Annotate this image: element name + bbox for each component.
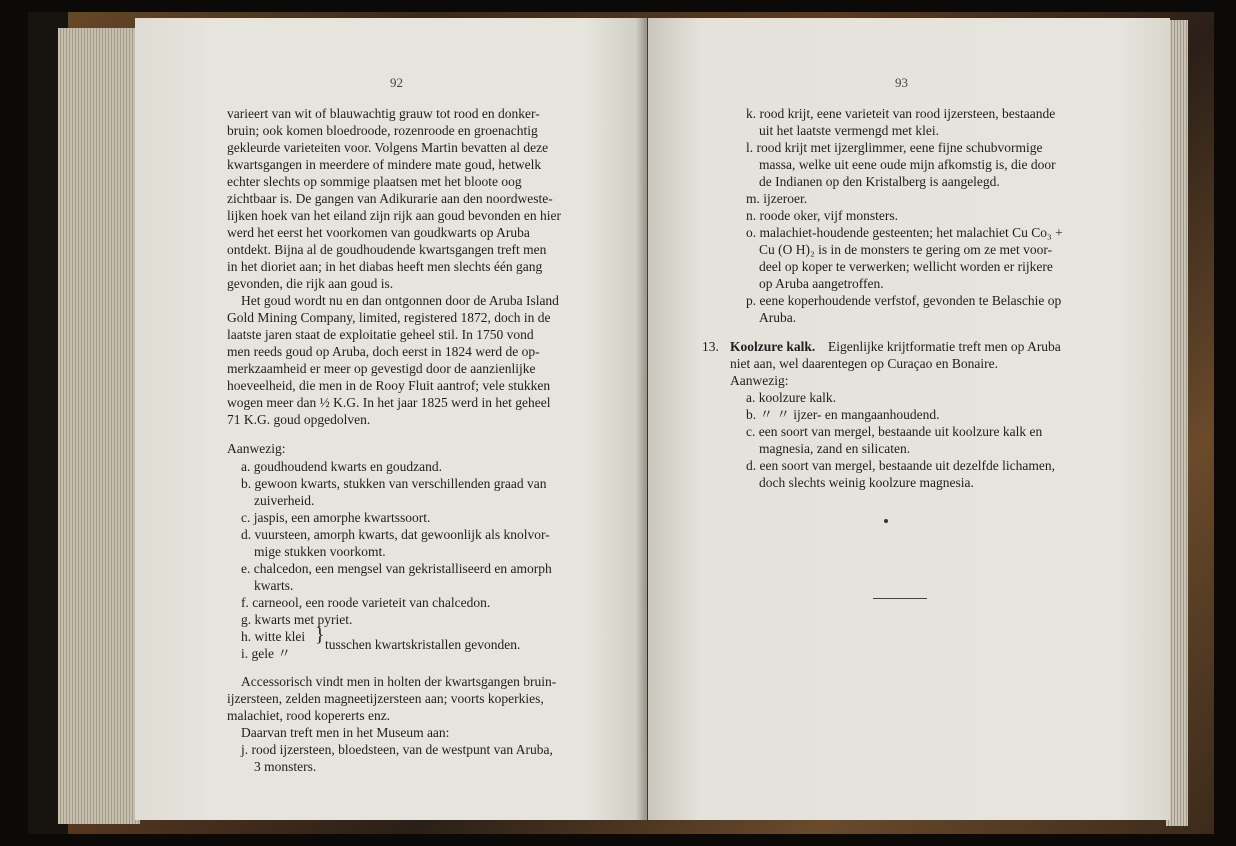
list-item-continued: op Aruba aangetroffen. xyxy=(759,276,884,291)
text-line: werd het eerst het voorkomen van goudkwarts op Aruba xyxy=(227,225,530,240)
left-page xyxy=(135,18,647,820)
text-line: zichtbaar is. De gangen van Adikurarie aan den noordweste- xyxy=(227,191,553,206)
page-number: 92 xyxy=(390,75,403,90)
text-line: hoeveelheid, die men in de Rooy Fluit aantrof; vele stukken xyxy=(227,378,551,393)
list-item: l. rood krijt met ijzerglimmer, eene fijne schubvormige xyxy=(746,140,1043,155)
end-rule xyxy=(873,598,927,599)
text-line: lijken hoek van het eiland zijn rijk aan goud bevonden en hier xyxy=(227,208,562,223)
text-line: echter slechts op sommige plaatsen met het bloote oog xyxy=(227,174,522,189)
list-item: e. chalcedon, een mengsel van gekristalliseerd en amorph xyxy=(241,561,552,576)
section-label: Aanwezig: xyxy=(227,441,286,456)
list-item-continued: de Indianen op den Kristalberg is aangelegd. xyxy=(759,174,1000,189)
list-item: d. vuursteen, amorph kwarts, dat gewoonlijk als knolvor- xyxy=(241,527,550,542)
text-line: varieert van wit of blauwachtig grauw tot rood en donker- xyxy=(227,106,540,121)
list-item: o. malachiet-houdende gesteenten; het malachiet Cu Co₃ + xyxy=(746,225,1063,240)
list-item-continued: kwarts. xyxy=(254,578,294,593)
list-item-shared: tusschen kwartskristallen gevonden. xyxy=(325,637,521,652)
ink-dot xyxy=(884,519,888,523)
list-item: c. een soort van mergel, bestaande uit koolzure kalk en xyxy=(746,424,1043,439)
list-item: g. kwarts met pyriet. xyxy=(241,612,353,627)
list-item-continued: Cu (O H)₂ is in de monsters te gering om ze met voor- xyxy=(759,242,1053,257)
list-item: a. koolzure kalk. xyxy=(746,390,836,405)
section-label: Aanwezig: xyxy=(730,373,789,388)
text-line: 71 K.G. goud opgedolven. xyxy=(227,412,371,427)
list-item: k. rood krijt, eene varieteit van rood ijzersteen, bestaande xyxy=(746,106,1056,121)
text-line: niet aan, wel daarentegen op Curaçao en Bonaire. xyxy=(730,356,999,371)
section-number: 13. xyxy=(702,339,719,354)
text-line: in het dioriet aan; in het diabas heeft men slechts één gang xyxy=(227,259,543,274)
list-item-continued: deel op koper te verwerken; wellicht worden er rijkere xyxy=(759,259,1053,274)
left-page-edges xyxy=(58,28,140,824)
list-item: f. carneool, een roode varieteit van chalcedon. xyxy=(241,595,491,610)
list-item: b. gewoon kwarts, stukken van verschillenden graad van xyxy=(241,476,547,491)
list-item: b. 〃 〃 ijzer- en mangaanhoudend. xyxy=(746,407,940,422)
list-item-continued: doch slechts weinig koolzure magnesia. xyxy=(759,475,974,490)
text-line: merkzaamheid er meer op gevestigd door de aanzienlijke xyxy=(227,361,536,376)
section-heading: Koolzure kalk. xyxy=(730,339,816,354)
text-line: malachiet, rood kopererts enz. xyxy=(227,708,391,723)
text-line: wogen meer dan ½ K.G. In het jaar 1825 werd in het geheel xyxy=(227,395,551,410)
list-item: n. roode oker, vijf monsters. xyxy=(746,208,899,223)
text-line: Het goud wordt nu en dan ontgonnen door de Aruba Island xyxy=(241,293,559,308)
list-item-continued: 3 monsters. xyxy=(254,759,317,774)
page-number: 93 xyxy=(895,75,908,90)
list-item: m. ijzeroer. xyxy=(746,191,808,206)
list-item: j. rood ijzersteen, bloedsteen, van de westpunt van Aruba, xyxy=(241,742,553,757)
text-line: laatste jaren staat de exploitatie geheel stil. In 1750 vond xyxy=(227,327,534,342)
list-item: c. jaspis, een amorphe kwartssoort. xyxy=(241,510,431,525)
text-line: kwartsgangen in meerdere of mindere mate goud, hetwelk xyxy=(227,157,542,172)
list-item-continued: mige stukken voorkomt. xyxy=(254,544,386,559)
right-page xyxy=(648,18,1170,820)
text-line: gekleurde varieteiten voor. Volgens Martin bevatten al deze xyxy=(227,140,549,155)
list-item-continued: Aruba. xyxy=(759,310,797,325)
list-item-continued: uit het laatste vermengd met klei. xyxy=(759,123,939,138)
text-line: ontdekt. Bijna al de goudhoudende kwartsgangen treft men xyxy=(227,242,547,257)
text-line: gevonden, die rijk aan goud is. xyxy=(227,276,394,291)
list-item: d. een soort van mergel, bestaande uit dezelfde lichamen, xyxy=(746,458,1056,473)
text-line: Eigenlijke krijtformatie treft men op Aruba xyxy=(828,339,1061,354)
list-item-continued: massa, welke uit eene oude mijn afkomstig is, die door xyxy=(759,157,1056,172)
text-line: Gold Mining Company, limited, registered 1872, doch in de xyxy=(227,310,551,325)
text-line: Accessorisch vindt men in holten der kwartsgangen bruin- xyxy=(241,674,557,689)
list-item-continued: zuiverheid. xyxy=(254,493,315,508)
text-line: ijzersteen, zelden magneetijzersteen aan; voorts koperkies, xyxy=(227,691,544,706)
list-item-continued: magnesia, zand en silicaten. xyxy=(759,441,911,456)
list-item: p. eene koperhoudende verfstof, gevonden te Belaschie op xyxy=(746,293,1062,308)
text-line: bruin; ook komen bloedroode, rozenroode en groenachtig xyxy=(227,123,538,138)
list-item: h. witte klei xyxy=(241,629,306,644)
list-item: a. goudhoudend kwarts en goudzand. xyxy=(241,459,442,474)
list-item: i. gele 〃 xyxy=(241,646,291,661)
text-line: Daarvan treft men in het Museum aan: xyxy=(241,725,450,740)
brace: } xyxy=(315,624,325,646)
text-line: men reeds goud op Aruba, doch eerst in 1824 werd de op- xyxy=(227,344,540,359)
